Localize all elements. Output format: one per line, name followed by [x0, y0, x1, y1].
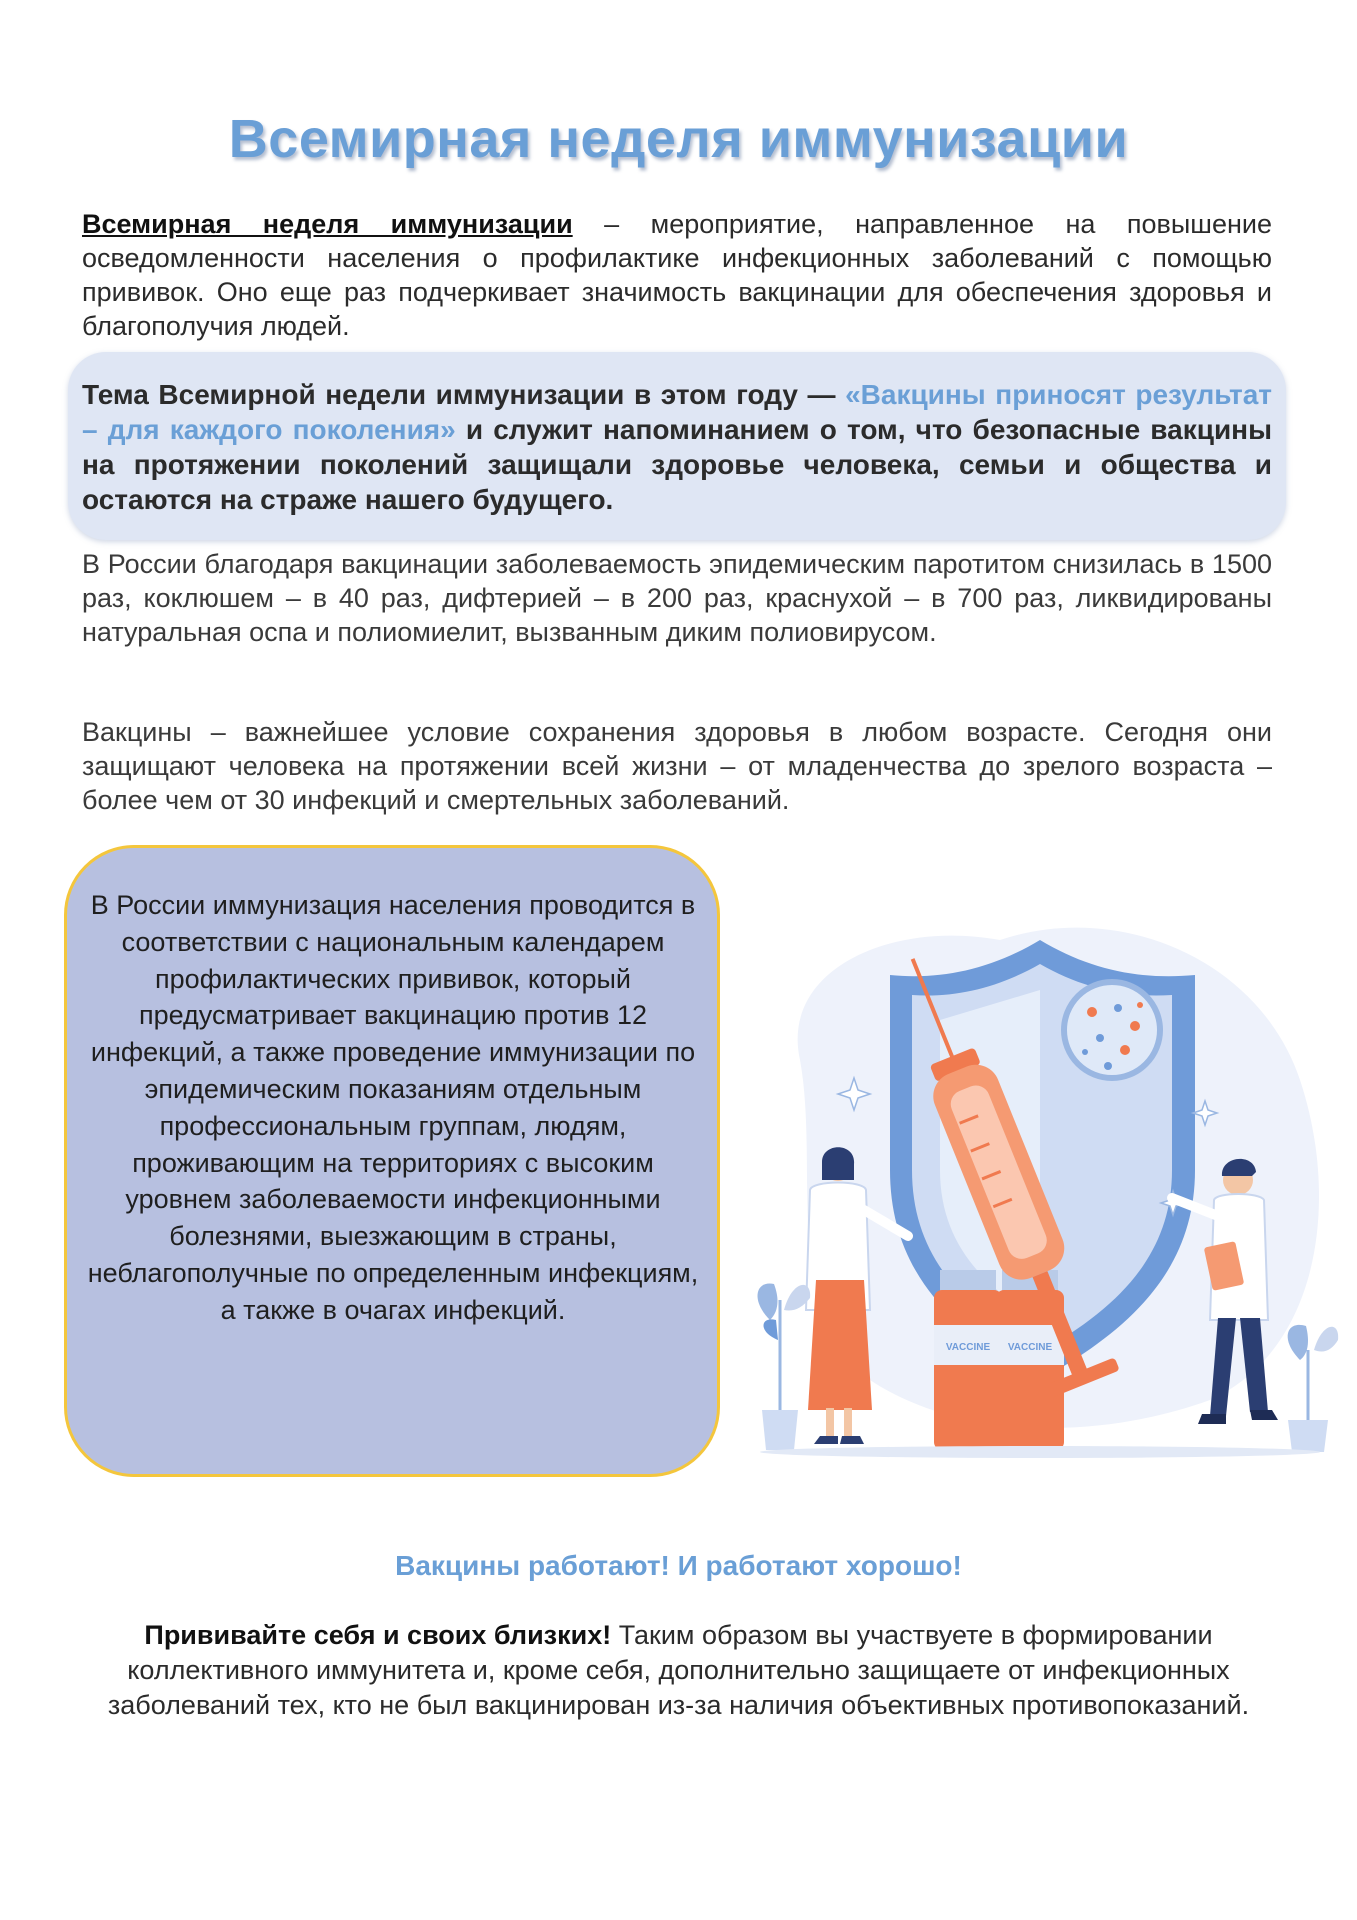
vaccination-illustration — [740, 880, 1340, 1460]
closing-lead: Прививайте себя и своих близких! — [144, 1620, 612, 1650]
plant-icon — [758, 1283, 811, 1450]
vial-label-2: VACCINE — [1007, 1342, 1053, 1353]
intro-paragraph — [82, 207, 1272, 343]
theme-before: Тема Всемирной недели иммунизации в этом году — — [82, 379, 846, 410]
calendar-info-text: В России иммунизация населения проводится в соответствии с национальным календарем профилактических прививок, который предусматривает вакцинацию против 12 инфекций, а также проведение иммунизации по эпидемическим показаниям отдельным профессиональным группам, людям, проживающим на территориях с высоким уровнем заболеваемости инфекционными болезнями, выезжающим в страны, неблагополучные по определенным инфекциям, а также в очагах инфекций. — [87, 890, 699, 1325]
page-title: Всемирная неделя иммунизации — [228, 109, 1129, 169]
stats-paragraph: В России благодаря вакцинации заболеваемость эпидемическим паротитом снизилась в 1500 раз, коклюшем – в 40 раз, дифтерией – в 200 раз, краснухой – в 700 раз, ликвидированы натуральная оспа и полиомиелит, вызванным диким полиовирусом. — [82, 549, 1272, 647]
slogan: Вакцины работают! И работают хорошо! — [395, 1550, 962, 1581]
theme-slogan: «Вакцины приносят результат – для каждого поколения» — [82, 379, 1272, 445]
intro-rest: – мероприятие, направленное на повышение осведомленности населения о профилактике инфекционных заболеваний с помощью прививок. Оно еще раз подчеркивает значимость вакцинации для обеспечения здоровья и благополучия людей. — [82, 209, 1272, 341]
theme-after: и служит напоминанием о том, что безопасные вакцины на протяжении поколений защищали здоровье человека, семьи и общества и остаются на страже нашего будущего. — [82, 414, 1272, 515]
closing-rest: Таким образом вы участвуете в формировании коллективного иммунитета и, кроме себя, дополнительно защищаете от инфекционных заболеваний тех, кто не был вакцинирован из-за наличия объективных противопоказаний. — [107, 1620, 1250, 1720]
theme-paragraph — [82, 377, 1272, 517]
vial-label-1: VACCINE — [945, 1342, 991, 1353]
virus-icon — [1064, 982, 1160, 1078]
closing-paragraph — [95, 1618, 1262, 1723]
intro-lead: Всемирная неделя иммунизации — [82, 209, 573, 239]
vaccines-paragraph: Вакцины – важнейшее условие сохранения здоровья в любом возрасте. Сегодня они защищают человека на протяжении всей жизни – от младенчества до зрелого возраста – более чем от 30 инфекций и смертельных заболеваний. — [82, 717, 1272, 815]
ground-shadow — [760, 1446, 1320, 1458]
plant-icon — [1288, 1325, 1338, 1452]
